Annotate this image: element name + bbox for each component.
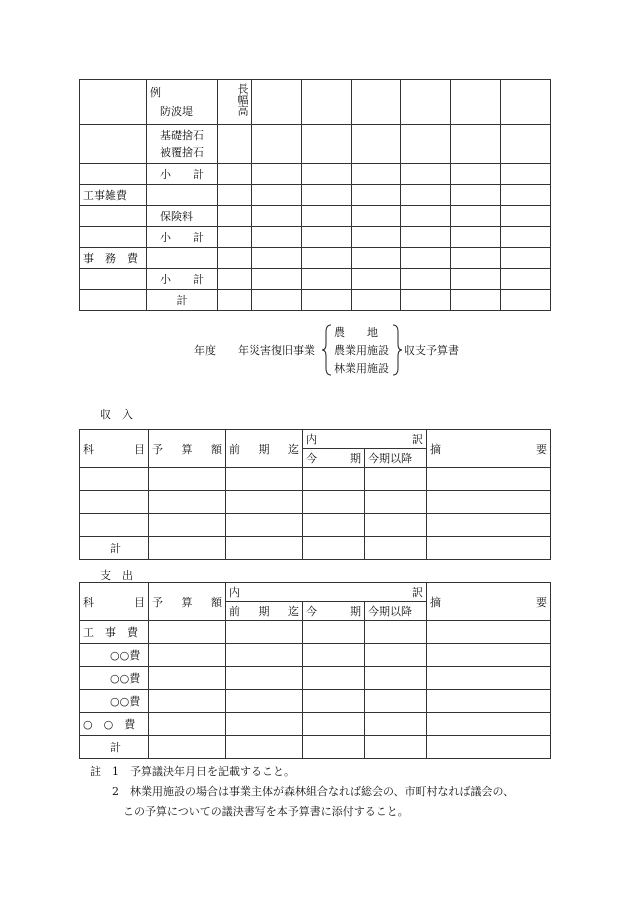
- col-remarks-header: 摘 要: [427, 430, 551, 468]
- title-suffix: 収支予算書: [404, 344, 459, 357]
- col-current-header: 今 期: [303, 449, 365, 468]
- notes: [90, 762, 514, 822]
- col-breakdown-header: 内 訳: [303, 430, 427, 449]
- col-budget-header: 予 算 額: [149, 583, 226, 621]
- expense-total-label: 計: [80, 736, 149, 759]
- col-breakdown-header: 内 訳: [226, 583, 427, 602]
- table-row: ○○費: [80, 644, 551, 667]
- title-option-agri-facility: 農業用施設: [334, 344, 389, 357]
- expense-table: [79, 582, 551, 759]
- subtotal-label: 小 計: [147, 227, 218, 248]
- misc-cost-label: 工事雑費: [80, 185, 147, 206]
- col-item-header: 科 目: [80, 430, 149, 468]
- table-row: [80, 621, 551, 644]
- table-row: [80, 206, 551, 227]
- note-1: 註 1 予算議決年月日を記載すること。: [90, 765, 295, 778]
- table-row: [80, 227, 551, 248]
- table-row: ○○費: [80, 667, 551, 690]
- title-prefix: 年度 年災害復旧事業: [194, 344, 315, 357]
- total-label: 計: [147, 290, 218, 311]
- col-previous-header: 前 期 迄: [226, 602, 303, 621]
- subtotal-label: 小 計: [147, 269, 218, 290]
- col-budget-header: 予 算 額: [149, 430, 226, 468]
- table-row: [80, 491, 551, 514]
- table-row: [80, 290, 551, 311]
- document-title: [194, 324, 514, 376]
- table-row: [80, 537, 551, 560]
- left-brace-icon: [322, 324, 332, 376]
- breakwater-label: 防波堤: [160, 105, 193, 118]
- table-row: [80, 185, 551, 206]
- income-label: 収 入: [100, 408, 133, 421]
- construction-cost-table: [79, 79, 551, 311]
- subtotal-label: 小 計: [147, 164, 218, 185]
- note-2-continued: この予算についての議決書写を本予算書に添付すること。: [90, 805, 409, 818]
- table-row: [80, 125, 551, 164]
- income-table: [79, 429, 551, 560]
- table-header-row: [80, 583, 551, 602]
- table-row: [80, 736, 551, 759]
- income-total-label: 計: [80, 537, 149, 560]
- col-current-header: 今 期: [303, 602, 365, 621]
- cover-stone-label: 被覆捨石: [160, 146, 204, 159]
- expense-label: 支 出: [100, 569, 133, 582]
- construction-cost-row-label: 工 事 費: [80, 621, 149, 644]
- col-remarks-header: 摘 要: [427, 583, 551, 621]
- office-cost-label: 事 務 費: [80, 248, 147, 269]
- col-previous-header: 前 期 迄: [226, 430, 303, 468]
- insurance-label: 保険料: [147, 206, 218, 227]
- table-row: [80, 269, 551, 290]
- col-after-header: 今期以降: [365, 449, 427, 468]
- foundation-stone-label: 基礎捨石: [160, 129, 204, 142]
- table-row: [80, 468, 551, 491]
- table-row: [80, 514, 551, 537]
- table-row: ○ ○ 費: [80, 713, 551, 736]
- col-item-header: 科 目: [80, 583, 149, 621]
- table-header-row: [80, 430, 551, 449]
- col-after-header: 今期以降: [365, 602, 427, 621]
- note-2: 2 林業用施設の場合は事業主体が森林組合なれば総会の、市町村なれば議会の、: [90, 785, 515, 798]
- example-label: 例: [150, 86, 161, 99]
- table-row: [80, 80, 551, 125]
- dimension-label: 長幅高: [218, 80, 252, 125]
- table-row: [80, 164, 551, 185]
- table-row: ○○費: [80, 690, 551, 713]
- table-row: [80, 248, 551, 269]
- right-brace-icon: [392, 324, 402, 376]
- title-option-forest-facility: 林業用施設: [334, 362, 389, 375]
- title-option-farmland: 農 地: [334, 326, 378, 339]
